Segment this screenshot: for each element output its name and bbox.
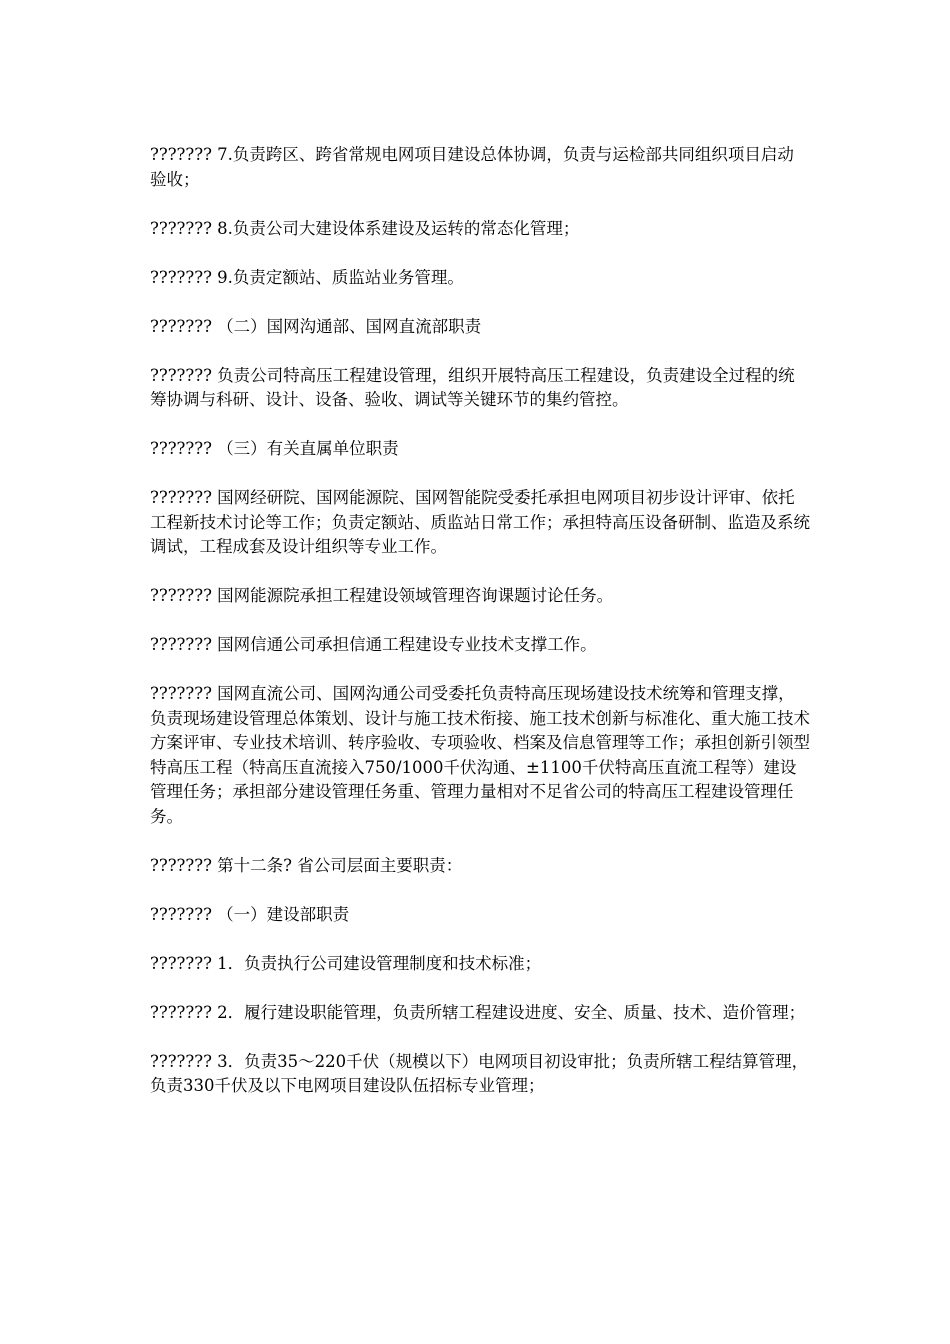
paragraph-15: ??????? 3．负责35～220千伏（规模以下）电网项目初设审批；负责所辖工程结算管理，负责330千伏及以下电网项目建设队伍招标专业管理； (150, 1051, 809, 1095)
paragraph-1: ??????? 7.负责跨区、跨省常规电网项目建设总体协调，负责与运检部共同组织项目启动验收； (150, 145, 794, 189)
paragraph-8: ??????? 国网能源院承担工程建设领域管理咨询课题讨论任务。 (150, 586, 614, 605)
paragraph-13: ??????? 1．负责执行公司建设管理制度和技术标准； (150, 953, 542, 973)
paragraph-2: ??????? 8.负责公司大建设体系建设及运转的常态化管理； (150, 218, 580, 238)
paragraph-5: ??????? 负责公司特高压工程建设管理，组织开展特高压工程建设，负责建设全过程的统筹协调与科研、设计、设备、验收、调试等关键环节的集约管控。 (150, 365, 795, 409)
paragraph-3: ??????? 9.负责定额站、质监站业务管理。 (150, 267, 464, 287)
section-heading-2: ??????? （二）国网沟通部、国网直流部职责 (150, 316, 482, 336)
section-heading-3: ??????? （三）有关直属单位职责 (150, 439, 399, 458)
section-heading-1: ??????? （一）建设部职责 (150, 904, 350, 924)
paragraph-14: ??????? 2．履行建设职能管理，负责所辖工程建设进度、安全、质量、技术、造价管理； (150, 1002, 806, 1022)
paragraph-9: ??????? 国网信通公司承担信通工程建设专业技术支撑工作。 (150, 635, 597, 654)
paragraph-7: ??????? 国网经研院、国网能源院、国网智能院受委托承担电网项目初步设计评审、依托工程新技术讨论等工作；负责定额站、质监站日常工作；承担特高压设备研制、监造及系统调试，工程成套及设计组织等专业工作。 (150, 488, 810, 556)
document-body (150, 143, 810, 1123)
article-heading-12: ??????? 第十二条? 省公司层面主要职责： (150, 855, 463, 875)
paragraph-10: ??????? 国网直流公司、国网沟通公司受委托负责特高压现场建设技术统筹和管理支撑，负责现场建设管理总体策划、设计与施工技术衔接、施工技术创新与标准化、重大施工技术方案评审、专业技术培训、转序验收、专项验收、档案及信息管理等工作；承担创新引领型特高压工程（特高压直流接入750/1000千伏沟通、±1100千伏特高压直流工程等）建设管理任务；承担部分建设管理任务重、管理力量相对不足省公司的特高压工程建设管理任务。 (150, 684, 810, 826)
